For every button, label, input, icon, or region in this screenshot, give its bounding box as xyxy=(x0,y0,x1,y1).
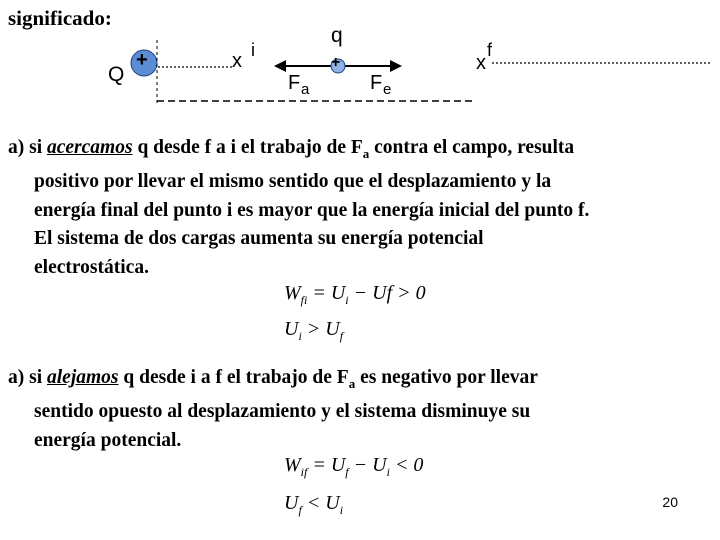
force-e-arrowhead xyxy=(390,60,402,72)
paragraph-alejamos xyxy=(8,364,538,455)
equation-inequality-2: $U_f < U_i$ xyxy=(284,492,344,517)
paragraph-line: electrostática. xyxy=(34,256,149,278)
charge-Q-plus-sign: + xyxy=(136,49,148,71)
force-e-label: F xyxy=(370,72,383,94)
force-a-arrowhead xyxy=(274,60,286,72)
paragraph-line: El sistema de dos cargas aumenta su energía potencial xyxy=(34,228,484,250)
equation-work-fi: $W_{fi} = U_i - Uf > 0$ xyxy=(284,282,426,307)
paragraph-line: a) si acercamos q desde f a i el trabajo de $F_a$ contra el campo, resulta xyxy=(8,137,575,161)
slide-title: significado: xyxy=(8,6,112,30)
equation-work-if: $W_{if} = U_f - U_i < 0$ xyxy=(284,454,424,479)
charge-q-plus-sign: + xyxy=(331,54,341,71)
verb-alejamos: alejamos xyxy=(47,367,119,388)
point-i-label: x xyxy=(232,50,242,72)
verb-acercamos: acercamos xyxy=(47,137,133,158)
page-number: 20 xyxy=(662,494,678,510)
paragraph-line: positivo por llevar el mismo sentido que el desplazamiento y la xyxy=(34,171,552,193)
charge-Q-label: Q xyxy=(108,63,125,86)
point-f-superscript: f xyxy=(487,40,493,60)
force-a-label: F xyxy=(288,72,301,94)
paragraph-acercamos xyxy=(8,134,589,282)
point-f-label: x xyxy=(476,52,486,74)
point-i-superscript: i xyxy=(251,40,255,60)
force-a-subscript: a xyxy=(301,81,310,98)
paragraph-line: energía potencial. xyxy=(34,429,182,451)
force-e-subscript: e xyxy=(383,81,392,98)
charge-q-label: q xyxy=(331,24,343,47)
equation-inequality-1: $U_i > U_f$ xyxy=(284,318,344,343)
paragraph-line: energía final del punto i es mayor que la energía inicial del punto f. xyxy=(34,199,590,221)
paragraph-line: sentido opuesto al desplazamiento y el sistema disminuye su xyxy=(34,401,531,423)
paragraph-line: a) si alejamos q desde i a f el trabajo de $F_a$ es negativo por llevar xyxy=(8,367,538,391)
